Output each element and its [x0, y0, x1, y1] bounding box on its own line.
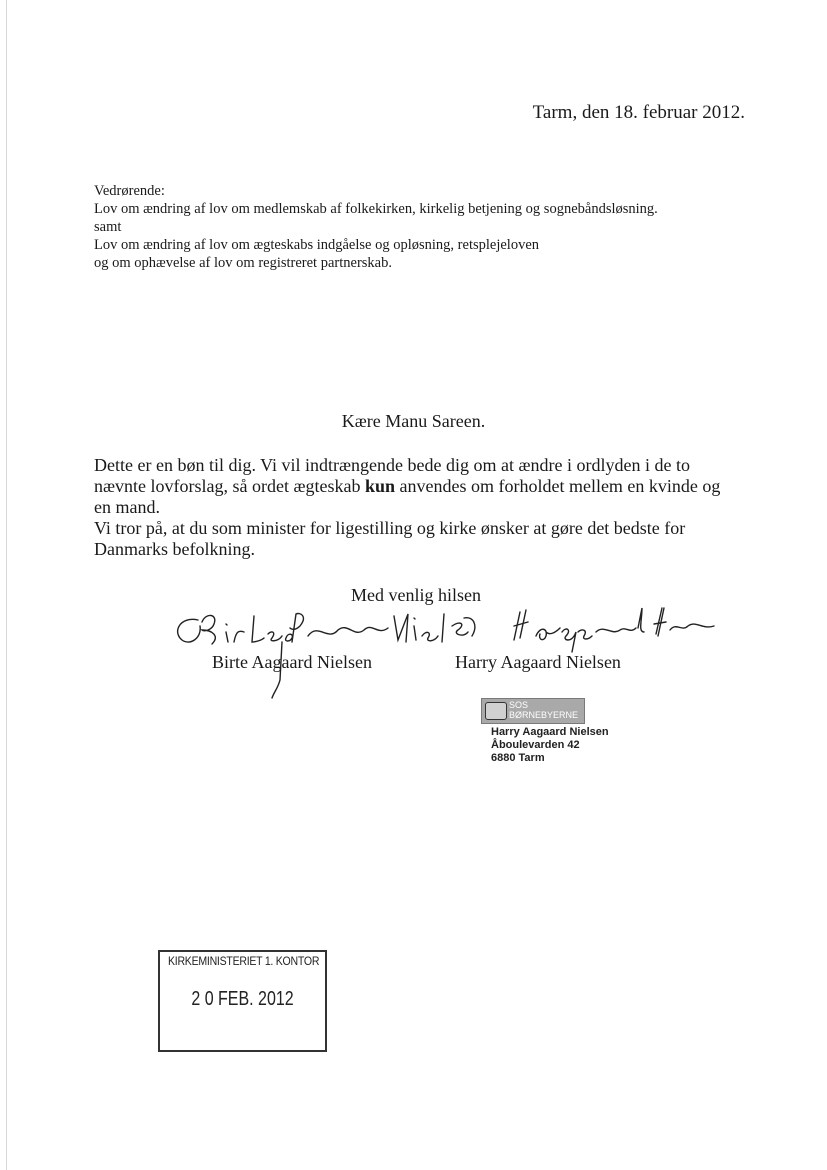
printed-name-birte: Birte Aagaard Nielsen: [212, 652, 372, 672]
subject-line: samt: [94, 219, 122, 235]
address-line: 6880 Tarm: [491, 752, 545, 764]
sos-logo: [481, 698, 585, 724]
body-paragraph-2: Vi tror på, at du som minister for ligestilling og kirke ønsker at gøre det bedste for Danmarks befolkning.: [94, 518, 686, 559]
logo-line: SOS: [509, 700, 529, 710]
emphasis-word: kun: [364, 476, 395, 496]
subject-line: Lov om ændring af lov om medlemskab af folkekirken, kirkelig betjening og sognebåndsløsning.: [94, 201, 658, 217]
signature-harry: [514, 608, 714, 652]
sos-logo-icon: [485, 702, 507, 720]
letter-body: [94, 455, 734, 560]
page-edge: [6, 0, 7, 1170]
address-line: Åboulevarden 42: [491, 739, 580, 751]
subject-line: Lov om ændring af lov om ægteskabs indgåelse og opløsning, retsplejeloven: [94, 237, 540, 253]
body-text-part: Dette er en bøn til dig. Vi vil indtrængende bede dig om at ændre i ordlyden i de to nævnte lovforslag, så ordet ægteskab: [94, 455, 690, 496]
subject-line: Vedrørende:: [94, 183, 165, 199]
letter-date: Tarm, den 18. februar 2012.: [532, 102, 745, 123]
printed-name-harry: Harry Aagaard Nielsen: [455, 652, 621, 672]
address-stamp: [491, 726, 609, 765]
greeting: Kære Manu Sareen.: [341, 411, 486, 431]
received-stamp-date: 2 0 FEB. 2012: [191, 988, 294, 1010]
closing: Med venlig hilsen: [351, 585, 481, 605]
body-text-part: anvendes om forholdet mellem en kvinde og en mand.: [94, 476, 721, 517]
address-line: Harry Aagaard Nielsen: [491, 726, 609, 738]
subject-block: [94, 182, 658, 272]
received-stamp: [158, 950, 327, 1052]
received-stamp-title: KIRKEMINISTERIET 1. KONTOR: [168, 954, 320, 968]
sos-logo-text: [509, 700, 578, 720]
logo-line: BØRNEBYERNE: [509, 710, 579, 720]
subject-line: og om ophævelse af lov om registreret partnerskab.: [94, 255, 392, 271]
body-paragraph-1: [94, 455, 734, 518]
